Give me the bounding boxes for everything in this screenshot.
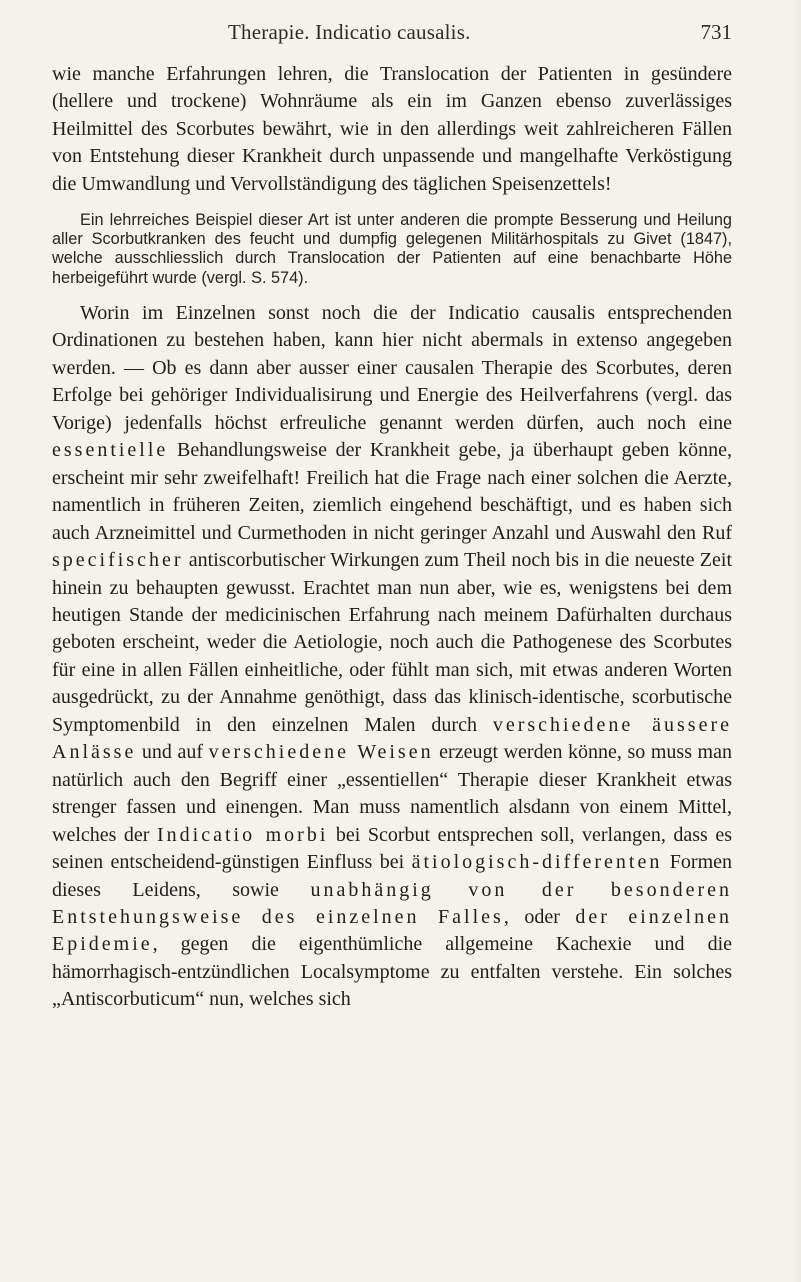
text-run: erzeugt werden könne, so muss man natürlich auch den Begriff einer „essentiellen“ Therapie dieser Krankheit etwas strenger fassen und einengen. Man muss namentlich alsdann von einem Mittel, welches der — [52, 741, 732, 846]
text-run: Worin im Einzelnen sonst noch die der Indicatio causalis entsprechenden Ordinationen zu bestehen haben, kann hier nicht abermals in extenso angegeben werden. — Ob es dann aber ausser einer causalen Therapie des Scorbutes, deren Erfolge bei gehöriger Individualisirung und Energie des Heilverfahrens (vergl. das Vorige) jedenfalls höchst erfreuliche genannt werden dürfen, auch noch eine — [52, 302, 732, 434]
paragraph-translocation: wie manche Erfahrungen lehren, die Translocation der Patienten in gesündere (hellere und trockene) Wohnräume als ein im Ganzen ebenso zuverlässiges Heilmittel des Scorbutes bewährt, wie in den allerdings weit zahlreicheren Fällen von Entstehung dieser Krankheit durch unpassende und mangelhafte Verköstigung die Umwandlung und Vervollständigung des täglichen Speisenzettels! — [52, 63, 732, 195]
emphasis-indicatio-morbi: Indicatio morbi — [157, 823, 329, 846]
emphasis-aetiologisch-differenten: ätiologisch-differenten — [411, 851, 663, 874]
emphasis-essentielle: essentielle — [52, 439, 169, 462]
text-run: und auf — [136, 741, 209, 764]
paragraph-essential-therapy — [52, 300, 732, 1014]
page-number: 731 — [700, 20, 732, 44]
emphasis-einzelne-epidemie: der einzelnen Epidemie — [52, 905, 732, 956]
emphasis-specifischer: specifischer — [52, 549, 184, 572]
text-run: antiscorbutischer Wirkungen zum Theil noch bis in die neueste Zeit hinein zu behaupten gewusst. Erachtet man nun aber, wie es, wenigstens bei dem heutigen Stande der medicinischen Erfahrung nach meinem Dafürhalten durchaus geboten erscheint, weder die Aetiologie, noch auch die Pathogenese des Scorbutes für eine in allen Fällen einheitliche, oder fühlt man sich, mit etwas anderen Worten ausgedrückt, zu der Annahme genöthigt, dass das klinisch-identische, scorbutische Symptomenbild in den einzelnen Malen durch — [52, 549, 732, 736]
running-title: Therapie. Indicatio causalis. — [228, 20, 471, 44]
text-run: Formen dieses Leidens, sowie — [52, 851, 733, 901]
emphasis-verschiedene-weisen: verschiedene Weisen — [208, 741, 434, 764]
example-note-paragraph: Ein lehrreiches Beispiel dieser Art ist unter anderen die prompte Besserung und Heilung aller Scorbutkranken des feucht und dumpfig gelegenen Militärhospitals zu Givet (1847), welche ausschliesslich durch Translocation der Patienten auf eine benachbarte Höhe herbeigeführt wurde (vergl. S. 574). — [52, 211, 732, 287]
emphasis-verschiedene-anlaesse: verschiedene äussere Anlässe — [52, 713, 732, 764]
text-run: Behandlungsweise der Krankheit gebe, ja überhaupt geben könne, erscheint mir sehr zweifelhaft! Freilich hat die Frage nach einer solchen die Aerzte, namentlich in früheren Zeiten, ziemlich eingehend beschäftigt, und es haben sich auch Arzneimittel und Curmethoden in nicht geringer Anzahl und Auswahl den Ruf — [52, 439, 732, 544]
page-header — [52, 20, 732, 50]
page-edge-shadow — [791, 0, 801, 1282]
text-run: bei Scorbut entsprechen soll, verlangen, dass es seinen entscheidend-günstigen Einfluss bei — [52, 823, 733, 874]
emphasis-unabhaengig: unabhängig von der besonderen Entstehungsweise des einzelnen Falles — [52, 878, 732, 928]
text-run: , oder — [503, 905, 576, 928]
text-run: , gegen die eigenthümliche allgemeine Kachexie und die hämorrhagisch-entzündlichen Localsymptome zu entfalten verstehe. Ein solches „Antiscorbuticum“ nun, welches sich — [52, 933, 732, 1011]
